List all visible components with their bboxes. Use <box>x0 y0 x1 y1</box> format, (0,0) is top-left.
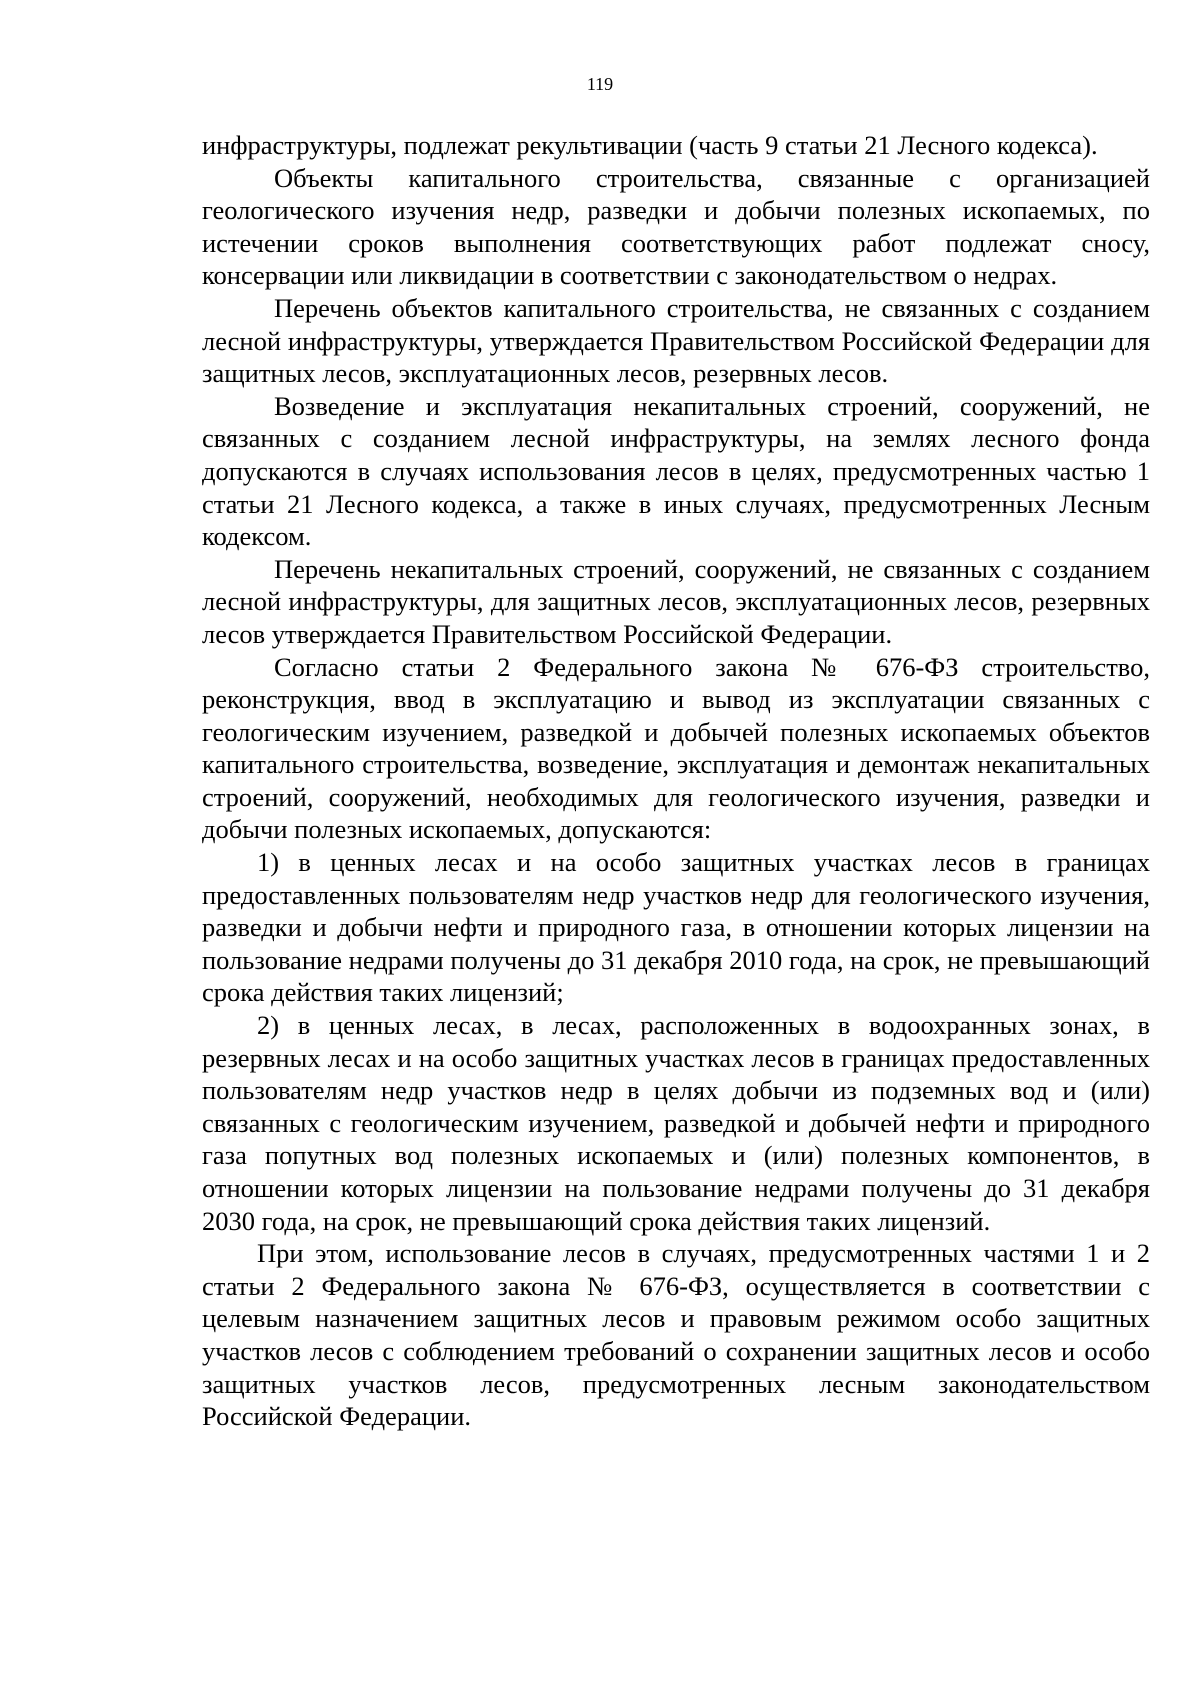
list-item-2: 2) в ценных лесах, в лесах, расположенных в водоохранных зонах, в резервных лесах и на особо защитных участках лесов в границах предоставленных пользователям недр участков недр в целях добычи из подземных вод и (или) связанных с геологическим изучением, разведкой и добычей нефти и природного газа попутных вод полезных ископаемых и (или) полезных компонентов, в отношении которых лицензии на пользование недрами получены до 31 декабря 2030 года, на срок, не превышающий срока действия таких лицензий. <box>202 1010 1150 1236</box>
paragraph-capital-objects-list: Перечень объектов капитального строительства, не связанных с созданием лесной инфраструктуры, утверждается Правительством Российской Федерации для защитных лесов, эксплуатационных лесов, резервных лесов. <box>202 292 1150 389</box>
paragraph-non-capital-construction: Возведение и эксплуатация некапитальных строений, сооружений, не связанных с созданием лесной инфраструктуры, на землях лесного фонда допускаются в случаях использования лесов в целях, предусмотренных частью 1 статьи 21 Лесного кодекса, а также в иных случаях, предусмотренных Лесным кодексом. <box>202 390 1150 552</box>
paragraph-non-capital-list: Перечень некапитальных строений, сооружений, не связанных с созданием лесной инфраструктуры, для защитных лесов, эксплуатационных лесов, резервных лесов утверждается Правительством Российской Федерации. <box>202 553 1150 649</box>
list-item-1: 1) в ценных лесах и на особо защитных участках лесов в границах предоставленных пользователям недр участков недр для геологического изучения, разведки и добычи нефти и природного газа, в отношении которых лицензии на пользование недрами получены до 31 декабря 2010 года, на срок, не превышающий срока действия таких лицензий; <box>202 847 1150 1008</box>
page-number: 119 <box>586 74 614 94</box>
document-body <box>202 129 1150 1433</box>
paragraph-federal-law-676: Согласно статьи 2 Федерального закона № 676-ФЗ строительство, реконструкция, ввод в эксплуатацию и вывод из эксплуатации связанных с геологическим изучением, разведкой и добычей полезных ископаемых объектов капитального строительства, возведение, эксплуатация и демонтаж некапитальных строений, сооружений, необходимых для геологического изучения, разведки и добычи полезных ископаемых, допускаются: <box>202 651 1150 845</box>
paragraph-continuation: инфраструктуры, подлежат рекультивации (часть 9 статьи 21 Лесного кодекса). <box>202 130 1098 160</box>
paragraph-forest-use-conditions: При этом, использование лесов в случаях, предусмотренных частями 1 и 2 статьи 2 Федерального закона № 676-ФЗ, осуществляется в соответствии с целевым назначением защитных лесов и правовым режимом особо защитных участков лесов с соблюдением требований о сохранении защитных лесов и особо защитных участков лесов, предусмотренных лесным законодательством Российской Федерации. <box>202 1238 1150 1432</box>
paragraph-capital-objects-demolition: Объекты капитального строительства, связанные с организацией геологического изучения недр, разведки и добычи полезных ископаемых, по истечении сроков выполнения соответствующих работ подлежат сносу, консервации или ликвидации в соответствии с законодательством о недрах. <box>202 162 1150 291</box>
